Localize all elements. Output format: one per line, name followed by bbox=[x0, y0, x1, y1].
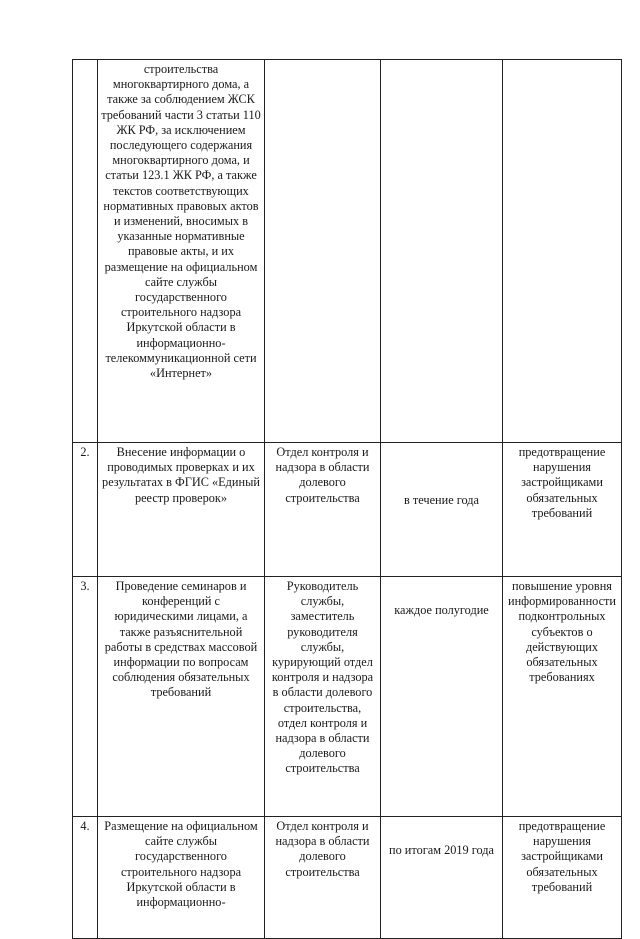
table-row bbox=[73, 577, 622, 817]
table-row bbox=[73, 817, 622, 939]
row-number: 3. bbox=[73, 577, 98, 817]
row-number bbox=[73, 60, 98, 443]
result-cell: предотвращение нарушения застройщиками обязательных требований bbox=[503, 443, 622, 577]
deadline-cell bbox=[381, 60, 503, 443]
deadline-cell: по итогам 2019 года bbox=[381, 817, 503, 939]
measure-cell: строительства многоквартирного дома, а также за соблюдением ЖСК требований части 3 статьи 110 ЖК РФ, за исключением последующего содержания многоквартирного дома, и статьи 123.1 ЖК РФ, а также текстов соответствующих нормативных правовых актов и изменений, вносимых в указанные нормативные правовые акты, и их размещение на официальном сайте службы государственного строительного надзора Иркутской области в информационно-телекоммуникационной сети «Интернет» bbox=[98, 60, 265, 443]
measures-table bbox=[72, 59, 622, 939]
responsible-cell: Отдел контроля и надзора в области долевого строительства bbox=[265, 443, 381, 577]
deadline-cell: каждое полугодие bbox=[381, 577, 503, 817]
measure-cell: Размещение на официальном сайте службы государственного строительного надзора Иркутской области в информационно- bbox=[98, 817, 265, 939]
table-row bbox=[73, 60, 622, 443]
result-cell bbox=[503, 60, 622, 443]
table-row bbox=[73, 443, 622, 577]
row-number: 4. bbox=[73, 817, 98, 939]
row-number: 2. bbox=[73, 443, 98, 577]
deadline-cell: в течение года bbox=[381, 443, 503, 577]
result-cell: предотвращение нарушения застройщиками обязательных требований bbox=[503, 817, 622, 939]
responsible-cell: Отдел контроля и надзора в области долевого строительства bbox=[265, 817, 381, 939]
measure-cell: Внесение информации о проводимых проверках и их результатах в ФГИС «Единый реестр проверок» bbox=[98, 443, 265, 577]
responsible-cell: Руководитель службы, заместитель руководителя службы, курирующий отдел контроля и надзора в области долевого строительства, отдел контроля и надзора в области долевого строительства bbox=[265, 577, 381, 817]
result-cell: повышение уровня информированности подконтрольных субъектов о действующих обязательных требованиях bbox=[503, 577, 622, 817]
measure-cell: Проведение семинаров и конференций с юридическими лицами, а также разъяснительной работы в средствах массовой информации по вопросам соблюдения обязательных требований bbox=[98, 577, 265, 817]
responsible-cell bbox=[265, 60, 381, 443]
